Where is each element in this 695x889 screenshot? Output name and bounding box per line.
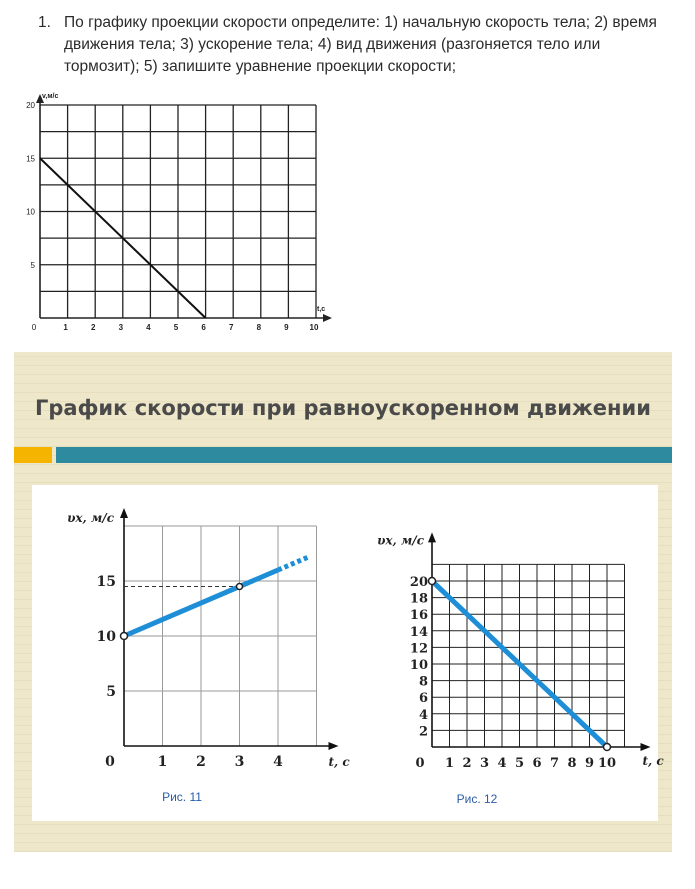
data-point-start — [121, 633, 128, 640]
orange-accent-bar — [14, 447, 52, 463]
data-line-dotted-extension — [278, 557, 309, 570]
y-tick-label: 15 — [26, 154, 35, 164]
x-tick-label: 1 — [157, 754, 168, 770]
x-tick-label: 1 — [63, 323, 68, 332]
teal-accent-bar — [56, 447, 672, 463]
y-axis-arrow — [428, 532, 436, 542]
y-tick-label: 5 — [30, 260, 35, 270]
x-tick-label: 1 — [444, 756, 455, 771]
x-axis-label: t, c — [642, 754, 664, 768]
x-tick-label: 9 — [584, 756, 595, 771]
data-point-t3 — [237, 584, 243, 590]
y-axis-label: υx, м/с — [67, 511, 114, 525]
x-tick-label: 7 — [228, 323, 234, 332]
slide-title: График скорости при равноускоренном движении — [35, 396, 651, 420]
task-text-block — [38, 12, 678, 78]
x-axis-label: t,c — [317, 306, 326, 313]
x-axis-arrow — [323, 314, 332, 322]
y-tick-label: 16 — [409, 608, 428, 624]
y-tick-label: 18 — [409, 591, 428, 607]
x-axis-label: t, c — [328, 755, 350, 769]
x-tick-label: 4 — [273, 754, 283, 770]
task-statement: По графику проекции скорости определите: 1) начальную скорость тела; 2) время движения тела; 3) ускорение тела; 4) вид движения (разгоняется тело или тормозит); 5) запишите уравнение проекции скорости; — [64, 14, 657, 75]
x-tick-label: 6 — [532, 756, 542, 771]
slide-panel — [14, 352, 672, 852]
x-tick-label: 10 — [309, 323, 319, 332]
y-tick-label: 5 — [106, 684, 116, 700]
x-tick-label: 3 — [118, 323, 124, 332]
task-number: 1. — [38, 14, 51, 31]
x-tick-label: 8 — [256, 323, 262, 332]
velocity-chart-top — [20, 92, 340, 337]
x-tick-label: 10 — [597, 756, 617, 771]
x-axis-arrow — [641, 743, 651, 751]
y-axis-label: υx, м/с — [377, 533, 424, 548]
x-tick-label: 6 — [201, 323, 206, 332]
x-tick-label: 9 — [284, 323, 289, 332]
y-tick-label: 8 — [418, 674, 428, 690]
data-point-start — [429, 578, 436, 585]
y-tick-label: 12 — [409, 641, 428, 657]
x-tick-label: 4 — [146, 323, 151, 332]
y-tick-label: 10 — [409, 658, 428, 673]
x-tick-label: 2 — [462, 756, 472, 771]
figures-panel — [32, 485, 664, 821]
x-tick-label: 7 — [549, 756, 560, 771]
y-tick-label: 20 — [409, 575, 428, 590]
x-tick-label: 2 — [196, 754, 206, 770]
y-tick-label: 15 — [96, 574, 116, 590]
y-tick-label: 4 — [418, 707, 428, 723]
x-tick-label: 3 — [479, 756, 490, 771]
x-tick-label: 4 — [497, 756, 507, 771]
x-tick-label: 2 — [90, 323, 96, 332]
velocity-chart-fig-12 — [347, 485, 664, 821]
y-tick-label: 14 — [409, 624, 428, 640]
origin-label: 0 — [105, 754, 115, 770]
y-tick-label: 2 — [418, 724, 428, 740]
x-tick-label: 3 — [234, 754, 245, 770]
y-axis-label: v,м/с — [42, 93, 59, 100]
y-tick-label: 10 — [96, 629, 116, 645]
x-axis-arrow — [329, 742, 339, 750]
y-axis-arrow — [120, 508, 128, 518]
velocity-chart-fig-11 — [32, 485, 350, 821]
origin-label: 0 — [31, 323, 37, 332]
x-tick-label: 8 — [567, 756, 577, 771]
y-tick-label: 6 — [418, 691, 428, 707]
figure-caption: Рис. 12 — [456, 792, 498, 806]
x-tick-label: 5 — [173, 323, 179, 332]
x-tick-label: 5 — [514, 756, 525, 771]
y-tick-label: 20 — [26, 101, 35, 110]
data-point-end — [604, 744, 611, 751]
origin-label: 0 — [415, 756, 425, 771]
y-tick-label: 10 — [26, 207, 35, 217]
figure-caption: Рис. 11 — [162, 790, 202, 804]
